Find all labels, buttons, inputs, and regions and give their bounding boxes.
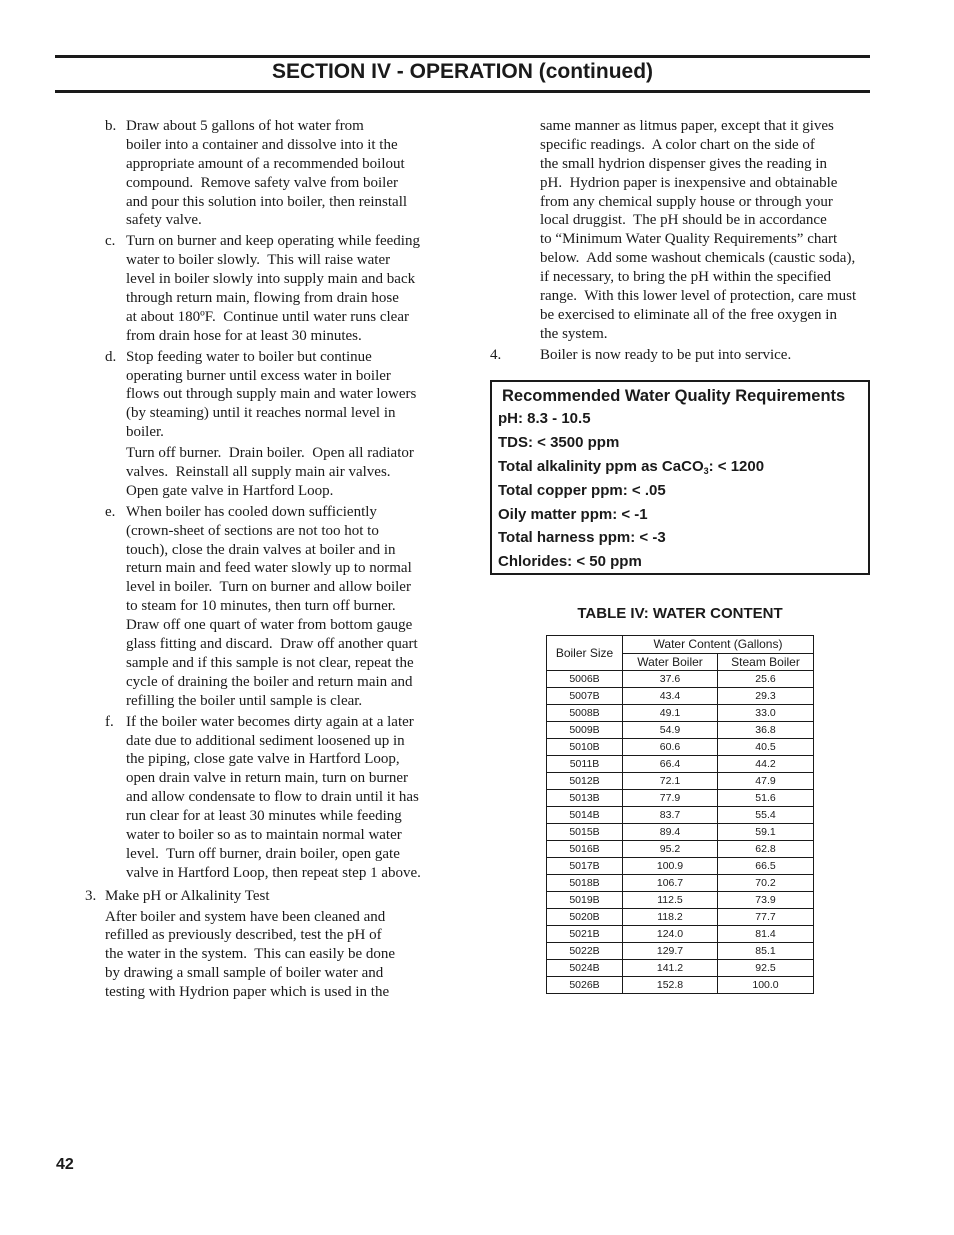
boiler-size-cell: 5020B	[547, 909, 623, 926]
boiler-size-cell: 5010B	[547, 739, 623, 756]
table-row	[547, 841, 814, 858]
boiler-size-cell: 5012B	[547, 773, 623, 790]
step-marker: d.	[105, 348, 117, 365]
text-line: Turn off burner. Drain boiler. Open all radiator	[126, 445, 414, 462]
steam-boiler-cell: 62.8	[718, 841, 814, 858]
step-marker: f.	[105, 713, 114, 730]
boiler-size-cell: 5008B	[547, 705, 623, 722]
water-content-rows	[547, 671, 814, 994]
hardness-requirement: Total harness ppm: < -3	[498, 529, 666, 546]
water-quality-box	[490, 380, 870, 575]
boiler-size-cell: 5021B	[547, 926, 623, 943]
column-header-steam-boiler: Steam Boiler	[718, 653, 814, 671]
step-3-continued	[490, 117, 870, 344]
step-marker: e.	[105, 503, 116, 520]
water-boiler-cell: 141.2	[623, 960, 718, 977]
step-4-marker: 4.	[490, 346, 502, 363]
steam-boiler-cell: 66.5	[718, 858, 814, 875]
table-row	[547, 858, 814, 875]
text-line: (by steaming) until it reaches normal level in	[126, 405, 396, 422]
table-row	[547, 892, 814, 909]
water-boiler-cell: 72.1	[623, 773, 718, 790]
boiler-size-cell: 5009B	[547, 722, 623, 739]
text-line: specific readings. A color chart on the side of	[540, 136, 815, 153]
text-line: water to boiler slowly. This will raise water	[126, 252, 391, 269]
text-line: boiler into a container and dissolve into it the	[126, 136, 398, 153]
left-column	[85, 117, 440, 1002]
boiler-size-cell: 5011B	[547, 756, 623, 773]
boiler-size-cell: 5016B	[547, 841, 623, 858]
copper-requirement: Total copper ppm: < .05	[498, 482, 666, 499]
text-line: if necessary, to bring the pH within the specified	[540, 269, 832, 286]
text-line: sample and if this sample is not clear, repeat the	[126, 654, 414, 671]
water-boiler-cell: 83.7	[623, 807, 718, 824]
step-item	[85, 713, 440, 883]
text-line: by drawing a small sample of boiler water and	[105, 965, 384, 982]
text-line: level in boiler. Turn on burner and allow boiler	[126, 579, 411, 596]
water-boiler-cell: 54.9	[623, 722, 718, 739]
steam-boiler-cell: 85.1	[718, 943, 814, 960]
text-line: When boiler has cooled down sufficiently	[126, 503, 377, 520]
cleaning-steps	[85, 117, 440, 885]
water-boiler-cell: 60.6	[623, 739, 718, 756]
text-line: open drain valve in return main, turn on burner	[126, 770, 408, 787]
text-line: Draw off one quart of water from bottom gauge	[126, 617, 413, 634]
oily-matter-requirement: Oily matter ppm: < -1	[498, 506, 648, 523]
water-quality-title: Recommended Water Quality Requirements	[502, 387, 846, 405]
boiler-size-cell: 5018B	[547, 875, 623, 892]
steam-boiler-cell: 44.2	[718, 756, 814, 773]
text-line: date due to additional sediment loosened up in	[126, 732, 405, 749]
steam-boiler-cell: 55.4	[718, 807, 814, 824]
text-line: return main and feed water slowly up to normal	[126, 560, 412, 577]
text-line: cycle of draining the boiler and return main and	[126, 673, 413, 690]
column-header-boiler-size: Boiler Size	[547, 636, 623, 671]
boiler-size-cell: 5006B	[547, 671, 623, 688]
table-row	[547, 875, 814, 892]
steam-boiler-cell: 47.9	[718, 773, 814, 790]
water-boiler-cell: 124.0	[623, 926, 718, 943]
text-line: water to boiler so as to maintain normal water	[126, 826, 402, 843]
boiler-size-cell: 5017B	[547, 858, 623, 875]
text-line: be exercised to eliminate all of the free oxygen in	[540, 306, 837, 323]
table-row	[547, 739, 814, 756]
table-row	[547, 756, 814, 773]
table-row	[547, 909, 814, 926]
steam-boiler-cell: 100.0	[718, 977, 814, 994]
text-line: level. Turn off burner, drain boiler, open gate	[126, 845, 400, 862]
text-line: the small hydrion dispenser gives the reading in	[540, 155, 828, 172]
text-line: to “Minimum Water Quality Requirements” chart	[540, 231, 838, 248]
boiler-size-cell: 5007B	[547, 688, 623, 705]
water-boiler-cell: 66.4	[623, 756, 718, 773]
text-line: testing with Hydrion paper which is used in the	[105, 984, 390, 1001]
boiler-size-cell: 5026B	[547, 977, 623, 994]
column-header-water-boiler: Water Boiler	[623, 653, 718, 671]
water-content-table	[546, 635, 814, 994]
text-line: from any chemical supply house or through your	[540, 193, 833, 210]
steam-boiler-cell: 40.5	[718, 739, 814, 756]
text-line: If the boiler water becomes dirty again at a later	[126, 713, 414, 730]
water-boiler-cell: 112.5	[623, 892, 718, 909]
text-line: (crown-sheet of sections are not too hot to	[126, 522, 379, 539]
steam-boiler-cell: 59.1	[718, 824, 814, 841]
steam-boiler-cell: 36.8	[718, 722, 814, 739]
boiler-size-cell: 5022B	[547, 943, 623, 960]
alkalinity-label: Total alkalinity ppm as CaCO	[498, 458, 704, 475]
steam-boiler-cell: 77.7	[718, 909, 814, 926]
table-row	[547, 671, 814, 688]
alkalinity-subscript: 3	[703, 466, 709, 476]
text-line: below. Add some washout chemicals (caustic soda),	[540, 250, 856, 267]
steam-boiler-cell: 51.6	[718, 790, 814, 807]
text-line: After boiler and system have been cleaned and	[105, 908, 386, 925]
water-boiler-cell: 95.2	[623, 841, 718, 858]
text-line: same manner as litmus paper, except that it gives	[540, 118, 834, 134]
table-row	[547, 943, 814, 960]
table-caption: TABLE IV: WATER CONTENT	[577, 605, 783, 622]
text-line: run clear for at least 30 minutes while feeding	[126, 808, 402, 825]
step-4	[490, 346, 870, 365]
step-item	[85, 503, 440, 711]
text-line: pH. Hydrion paper is inexpensive and obtainable	[540, 174, 838, 191]
text-line: touch), close the drain valves at boiler and in	[126, 541, 396, 558]
step-marker: b.	[105, 118, 117, 134]
text-line: appropriate amount of a recommended boilout	[126, 155, 405, 172]
step-item	[85, 117, 440, 230]
step-4-text: Boiler is now ready to be put into service.	[540, 346, 792, 363]
text-line: refilling the boiler until sample is clear.	[126, 692, 363, 709]
steam-boiler-cell: 29.3	[718, 688, 814, 705]
ph-requirement: pH: 8.3 - 10.5	[498, 410, 591, 427]
text-line: boiler.	[126, 424, 164, 441]
step-marker: c.	[105, 233, 116, 250]
step-3	[85, 887, 440, 1002]
text-line: Open gate valve in Hartford Loop.	[126, 482, 334, 499]
text-line: to steam for 10 minutes, then turn off burner.	[126, 598, 396, 615]
text-line: Turn on burner and keep operating while feeding	[126, 233, 420, 250]
table-row	[547, 773, 814, 790]
text-line: glass fitting and discard. Draw off another quart	[126, 636, 418, 653]
step-item	[85, 232, 440, 345]
water-boiler-cell: 106.7	[623, 875, 718, 892]
table-row	[547, 960, 814, 977]
table-row	[547, 824, 814, 841]
water-boiler-cell: 49.1	[623, 705, 718, 722]
step-item	[85, 444, 440, 501]
water-boiler-cell: 89.4	[623, 824, 718, 841]
steam-boiler-cell: 81.4	[718, 926, 814, 943]
text-line: flows out through supply main and water lowers	[126, 386, 417, 403]
text-line: valves. Reinstall all supply main air valves.	[126, 464, 391, 481]
chlorides-requirement: Chlorides: < 50 ppm	[498, 553, 642, 570]
water-boiler-cell: 118.2	[623, 909, 718, 926]
steam-boiler-cell: 33.0	[718, 705, 814, 722]
steam-boiler-cell: 25.6	[718, 671, 814, 688]
text-line: valve in Hartford Loop, then repeat step 1 above.	[126, 864, 421, 881]
boiler-size-cell: 5013B	[547, 790, 623, 807]
table-row	[547, 807, 814, 824]
text-line: through return main, flowing from drain hose	[126, 290, 399, 307]
step-3-marker: 3.	[85, 887, 97, 904]
water-boiler-cell: 43.4	[623, 688, 718, 705]
column-header-water-content: Water Content (Gallons)	[623, 636, 814, 654]
page-number: 42	[56, 1156, 74, 1173]
right-column-text	[490, 117, 870, 365]
tds-requirement: TDS: < 3500 ppm	[498, 434, 620, 451]
text-line: from drain hose for at least 30 minutes.	[126, 327, 362, 344]
text-line: Stop feeding water to boiler but continue	[126, 348, 372, 365]
boiler-size-cell: 5014B	[547, 807, 623, 824]
water-boiler-cell: 37.6	[623, 671, 718, 688]
text-line: operating burner until excess water in boiler	[126, 367, 391, 384]
boiler-size-cell: 5019B	[547, 892, 623, 909]
alkalinity-limit: : < 1200	[708, 458, 765, 475]
text-line: Draw about 5 gallons of hot water from	[126, 118, 364, 134]
text-line: the water in the system. This can easily be done	[105, 946, 396, 963]
text-line: refilled as previously described, test the pH of	[105, 927, 382, 944]
step-3-body	[85, 908, 440, 1002]
steam-boiler-cell: 73.9	[718, 892, 814, 909]
steam-boiler-cell: 70.2	[718, 875, 814, 892]
boiler-size-cell: 5015B	[547, 824, 623, 841]
water-boiler-cell: 100.9	[623, 858, 718, 875]
text-line: local druggist. The pH should be in accordance	[540, 212, 827, 229]
text-line: and pour this solution into boiler, then reinstall	[126, 193, 408, 210]
table-row	[547, 790, 814, 807]
table-row	[547, 926, 814, 943]
steam-boiler-cell: 92.5	[718, 960, 814, 977]
text-line: compound. Remove safety valve from boiler	[126, 174, 399, 191]
table-row	[547, 688, 814, 705]
table-row	[547, 722, 814, 739]
boiler-size-cell: 5024B	[547, 960, 623, 977]
table-row	[547, 977, 814, 994]
step-3-heading: Make pH or Alkalinity Test	[105, 887, 270, 904]
table-row	[547, 705, 814, 722]
water-boiler-cell: 129.7	[623, 943, 718, 960]
header-bottom-rule	[55, 90, 870, 93]
text-line: and allow condensate to flow to drain until it has	[126, 789, 419, 806]
water-boiler-cell: 152.8	[623, 977, 718, 994]
page-title: SECTION IV - OPERATION (continued)	[271, 60, 654, 83]
text-line: at about 180ºF. Continue until water runs clear	[126, 308, 409, 325]
text-line: the system.	[540, 325, 608, 342]
text-line: safety valve.	[126, 212, 202, 229]
alkalinity-requirement	[498, 458, 764, 480]
text-line: level in boiler slowly into supply main and back	[126, 271, 416, 288]
text-line: range. With this lower level of protection, care must	[540, 288, 857, 305]
text-line: the piping, close gate valve in Hartford Loop,	[126, 751, 400, 768]
step-item	[85, 348, 440, 442]
water-boiler-cell: 77.9	[623, 790, 718, 807]
